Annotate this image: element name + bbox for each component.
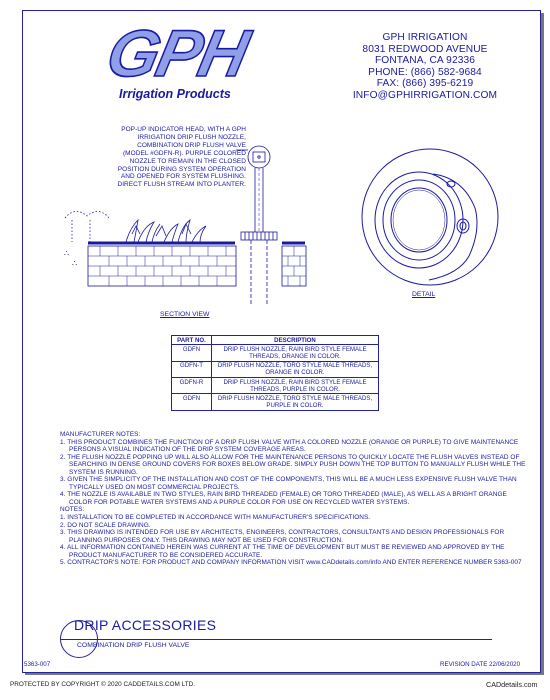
- company-name: GPH IRRIGATION: [382, 32, 468, 43]
- parts-header-description: DESCRIPTION: [212, 336, 379, 345]
- gph-logo: [95, 14, 275, 104]
- parts-table: [171, 335, 379, 411]
- manufacturer-note: 1. THIS PRODUCT COMBINES THE FUNCTION OF A DRIP FLUSH VALVE WITH A COLORED NOZZLE (ORANGE OR PURPLE) TO GIVE MAINTENANCE PERSONS A VISUAL INDICATION OF THE DRIP SYSTEM COVERAGE AREAS.: [60, 438, 519, 454]
- general-note: 2. DO NOT SCALE DRAWING.: [60, 521, 151, 529]
- general-note: 3. THIS DRAWING IS INTENDED FOR USE BY ARCHITECTS, ENGINEERS, CONTRACTORS, CONSULTANTS AND DESIGN PROFESSIONALS FOR PLANNING PURPOSES ONLY. THIS DRAWING MAY NOT BE USED FOR CONSTRUCTION.: [60, 529, 505, 544]
- company-phone: PHONE: (866) 582-9684: [368, 66, 482, 78]
- callout-line: NOZZLE TO REMAIN IN THE CLOSED: [129, 157, 246, 165]
- callout-line: DIRECT FLUSH STREAM INTO PLANTER.: [117, 181, 246, 189]
- manufacturer-note: 3. GIVEN THE SIMPLICITY OF THE INSTALLATION AND COST OF THE COMPONENTS, THIS WILL BE A MUCH LESS EXPENSIVE FLUSH VALVE THAN TYPICALLY USED ON MOST COMMERCIAL PROJECTS.: [60, 476, 517, 491]
- detail-label: DETAIL: [412, 291, 436, 298]
- logo-wordmark: GPH: [100, 17, 254, 91]
- part-description: DRIP FLUSH NOZZLE, TORO STYLE MALE THREADS, ORANGE IN COLOR.: [212, 361, 379, 377]
- part-description: DRIP FLUSH NOZZLE, RAIN BIRD STYLE FEMALE THREADS, ORANGE IN COLOR.: [212, 345, 379, 361]
- callout-line: POSITION DURING SYSTEM OPERATION: [117, 165, 246, 173]
- part-number: GDFN: [172, 345, 212, 361]
- collar: [241, 232, 277, 240]
- caddetails-brand[interactable]: CADdetails.com: [486, 680, 538, 689]
- company-email: INFO@GPHIRRIGATION.COM: [352, 89, 498, 101]
- company-address-1: 8031 REDWOOD AVENUE: [362, 43, 488, 55]
- part-number: GDFN-T: [172, 361, 212, 377]
- revision-date: REVISION DATE 22/06/2020: [440, 661, 521, 668]
- copyright-notice: PROTECTED BY COPYRIGHT © 2020 CADDETAILS.COM LTD.: [10, 681, 195, 688]
- part-number: GDFN: [172, 394, 212, 410]
- manufacturer-note: 4. THE NOZZLE IS AVAILABLE IN TWO STYLES, RAIN BIRD THREADED (FEMALE) OR TORO THREADED (MALE), AS WELL AS A BRIGHT ORANGE COLOR FOR POTABLE WATER SYSTEMS AND A PURPLE COLOR FOR USE ON RECYCLED WATER SYSTEMS.: [60, 491, 507, 506]
- callout-line: IRRIGATION DRIP FLUSH NOZZLE,: [137, 133, 246, 141]
- logo-tagline: Irrigation Products: [119, 87, 231, 101]
- general-note: 1. INSTALLATION TO BE COMPLETED IN ACCORDANCE WITH MANUFACTURER'S SPECIFICATIONS.: [60, 514, 371, 522]
- drawing-title: DRIP ACCESSORIES: [74, 617, 217, 633]
- table-row: [172, 378, 379, 394]
- reference-number: 5363-007: [24, 661, 51, 668]
- title-divider: [60, 639, 492, 640]
- drawing-subtitle: COMBINATION DRIP FLUSH VALVE: [77, 642, 190, 649]
- detail-circle: [362, 149, 498, 285]
- detail-drawing: [345, 148, 515, 290]
- general-note: 5. CONTRACTOR'S NOTE: FOR PRODUCT AND COMPANY INFORMATION VISIT www.CADdetails.com/info AND ENTER REFERENCE NUMBER 5363-007: [60, 559, 522, 567]
- notes-heading: NOTES:: [60, 506, 85, 514]
- table-row: [172, 345, 379, 361]
- callout-line: AND OPENED FOR SYSTEM FLUSHING.: [120, 173, 246, 181]
- svg-text:∴: ∴: [72, 259, 78, 268]
- section-view-label: SECTION VIEW: [160, 311, 210, 318]
- notes-section: [60, 431, 530, 567]
- company-address-2: FONTANA, CA 92336: [374, 55, 476, 67]
- part-description: DRIP FLUSH NOZZLE, TORO STYLE MALE THREADS, PURPLE IN COLOR.: [212, 394, 379, 410]
- section-view-drawing: [60, 138, 310, 308]
- callout-line: POP-UP INDICATOR HEAD, WITH A GPH: [121, 126, 246, 133]
- svg-text:∴: ∴: [64, 249, 70, 258]
- manufacturer-notes-heading: MANUFACTURER NOTES:: [60, 431, 141, 438]
- indicator-circle: [248, 146, 270, 168]
- part-number: GDFN-R: [172, 378, 212, 394]
- part-description: DRIP FLUSH NOZZLE, RAIN BIRD STYLE FEMALE THREADS, PURPLE IN COLOR.: [212, 378, 379, 394]
- gph-logo-graphic: [95, 14, 275, 104]
- table-row: [172, 361, 379, 377]
- company-fax: FAX: (866) 395-6219: [376, 78, 474, 90]
- callout-line: COMBINATION DRIP FLUSH VALVE: [137, 141, 246, 149]
- company-contact: [340, 32, 510, 102]
- callout-line: (MODEL #GDFN-R). PURPLE COLORED: [122, 149, 246, 157]
- parts-header-part: PART NO.: [172, 336, 212, 345]
- general-note: 4. ALL INFORMATION CONTAINED HEREIN WAS CURRENT AT THE TIME OF DEVELOPMENT BUT MUST BE REVIEWED AND APPROVED BY THE PRODUCT MANUFACTURER TO BE CONSIDERED ACCURATE.: [60, 544, 505, 559]
- manufacturer-note: 2. THE FLUSH NOZZLE POPPING UP WILL ALSO ALLOW FOR THE MAINTENANCE PERSONS TO QUICKLY LOCATE THE FLUSH VALVES INSTEAD OF SEARCHING IN DENSE GROUND COVERS FOR BOXES BELOW GRADE. SIMPLY PUSH DOWN THE TOP BUTTON TO MANUALLY FLUSH WHILE THE SYSTEM IS RUNNING.: [60, 453, 526, 476]
- table-row: [172, 394, 379, 410]
